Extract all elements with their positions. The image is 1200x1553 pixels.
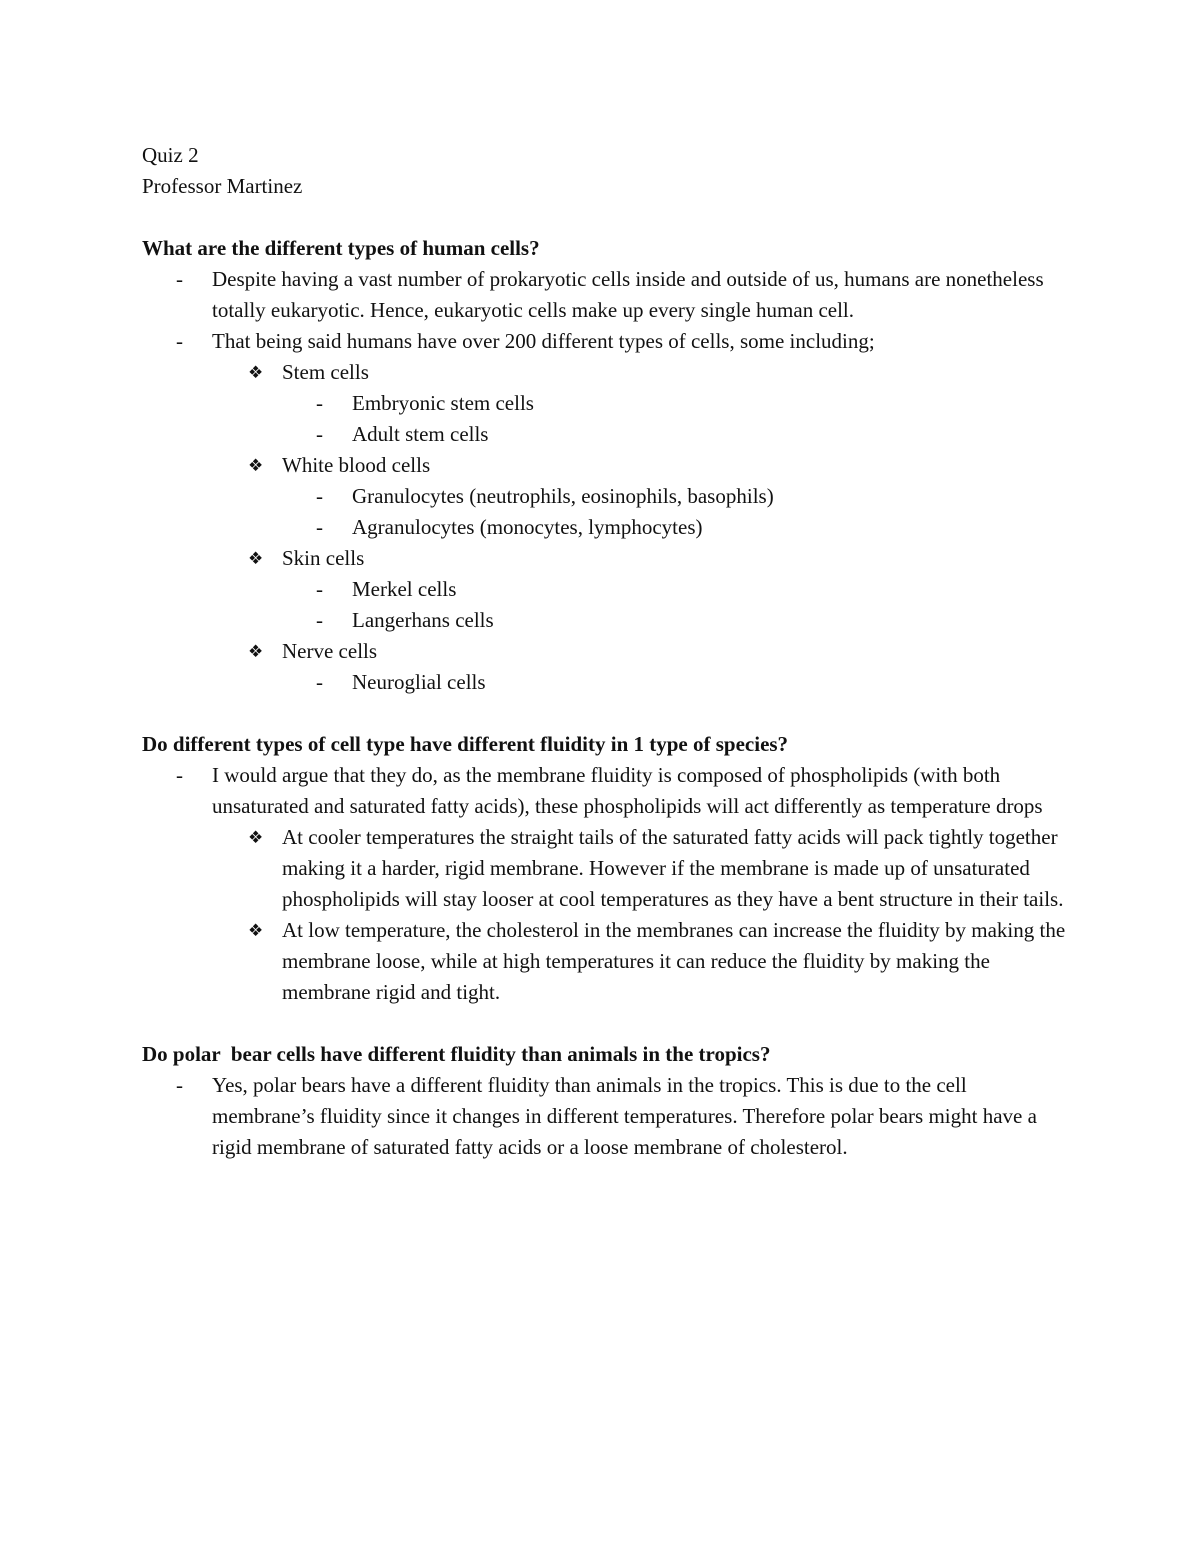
- cell-subtype: [142, 388, 1072, 419]
- dash-marker: -: [316, 391, 323, 415]
- cell-type-name: Skin cells: [282, 546, 365, 570]
- diamond-bullet-icon: ❖: [248, 549, 264, 568]
- dash-marker: -: [176, 267, 183, 291]
- cell-subtype: [142, 512, 1072, 543]
- dash-marker: -: [176, 1073, 183, 1097]
- subtype-text: Agranulocytes (monocytes, lymphocytes): [352, 515, 703, 539]
- cell-subtype: [142, 605, 1072, 636]
- document-page: [142, 140, 1072, 1163]
- question-3: Do polar bear cells have different fluidity than animals in the tropics?: [142, 1042, 771, 1066]
- answer-3-bullet-1: [142, 1070, 1072, 1163]
- question-1: What are the different types of human cells?: [142, 236, 540, 260]
- subtype-text: Granulocytes (neutrophils, eosinophils, basophils): [352, 484, 774, 508]
- cell-type-name: Stem cells: [282, 360, 369, 384]
- quiz-title: Quiz 2: [142, 143, 199, 167]
- subtype-text: Neuroglial cells: [352, 670, 486, 694]
- cell-subtype: [142, 481, 1072, 512]
- dash-marker: -: [316, 577, 323, 601]
- dash-marker: -: [316, 608, 323, 632]
- diamond-bullet-icon: ❖: [248, 363, 264, 382]
- spacer: [142, 698, 1072, 729]
- dash-marker: -: [316, 484, 323, 508]
- answer-2-point-2: [142, 915, 1072, 1008]
- professor-name: Professor Martinez: [142, 174, 303, 198]
- spacer: [142, 202, 1072, 233]
- spacer: [142, 1008, 1072, 1039]
- cell-type-stem: [142, 357, 1072, 388]
- point-text: At low temperature, the cholesterol in the membranes can increase the fluidity by making the membrane loose, while at high temperatures it can reduce the fluidity by making the membrane rigid and tight.: [282, 918, 1066, 1004]
- cell-subtype: [142, 419, 1072, 450]
- subtype-text: Merkel cells: [352, 577, 457, 601]
- dash-marker: -: [176, 763, 183, 787]
- bullet-text: Yes, polar bears have a different fluidity than animals in the tropics. This is due to the cell membrane’s fluidity since it changes in different temperatures. Therefore polar bears might have a rigid membrane of saturated fatty acids or a loose membrane of cholesterol.: [212, 1073, 1037, 1159]
- diamond-bullet-icon: ❖: [248, 642, 264, 661]
- subtype-text: Adult stem cells: [352, 422, 489, 446]
- cell-type-nerve: [142, 636, 1072, 667]
- point-text: At cooler temperatures the straight tails of the saturated fatty acids will pack tightly together making it a harder, rigid membrane. However if the membrane is made up of unsaturated phospholipids will stay looser at cool temperatures as they have a bent structure in their tails.: [282, 825, 1064, 911]
- cell-type-name: Nerve cells: [282, 639, 378, 663]
- cell-type-name: White blood cells: [282, 453, 431, 477]
- dash-marker: -: [176, 329, 183, 353]
- bullet-text: I would argue that they do, as the membrane fluidity is composed of phospholipids (with both unsaturated and saturated fatty acids), these phospholipids will act differently as temperature drops: [212, 763, 1043, 818]
- bullet-text: Despite having a vast number of prokaryotic cells inside and outside of us, humans are nonetheless totally eukaryotic. Hence, eukaryotic cells make up every single human cell.: [212, 267, 1044, 322]
- dash-marker: -: [316, 422, 323, 446]
- subtype-text: Langerhans cells: [352, 608, 494, 632]
- cell-subtype: [142, 667, 1072, 698]
- diamond-bullet-icon: ❖: [248, 828, 264, 847]
- cell-type-skin: [142, 543, 1072, 574]
- diamond-bullet-icon: ❖: [248, 456, 264, 475]
- question-2: Do different types of cell type have different fluidity in 1 type of species?: [142, 732, 789, 756]
- answer-2-point-1: [142, 822, 1072, 915]
- cell-type-white-blood: [142, 450, 1072, 481]
- bullet-text: That being said humans have over 200 different types of cells, some including;: [212, 329, 875, 353]
- dash-marker: -: [316, 670, 323, 694]
- dash-marker: -: [316, 515, 323, 539]
- answer-1-bullet-1: [142, 264, 1072, 326]
- cell-subtype: [142, 574, 1072, 605]
- diamond-bullet-icon: ❖: [248, 921, 264, 940]
- answer-2-bullet-1: [142, 760, 1072, 822]
- answer-1-bullet-2: [142, 326, 1072, 357]
- subtype-text: Embryonic stem cells: [352, 391, 534, 415]
